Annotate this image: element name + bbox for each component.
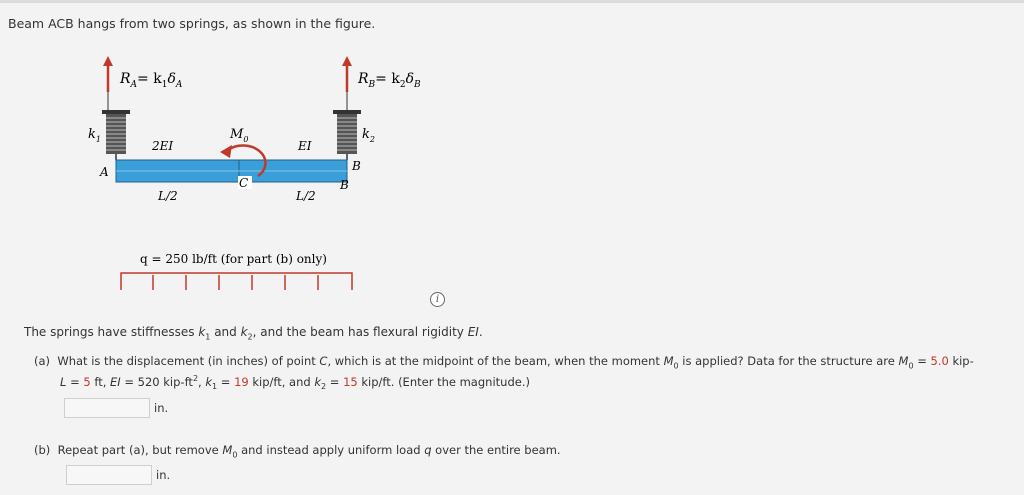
rigidity-right-label: EI (298, 139, 312, 153)
beam-figure (0, 40, 470, 290)
point-c-label: C (239, 176, 249, 190)
spring-k1 (102, 110, 130, 160)
reaction-arrow-b (342, 56, 352, 110)
rigidity-left-label: 2EI (152, 139, 174, 153)
length-right-label: L/2 (296, 189, 316, 203)
l-value: 5 (83, 374, 91, 389)
k1-value: 19 (234, 374, 249, 389)
part-a-label: (a) (34, 354, 51, 368)
k1-label: $k_1$ (88, 127, 101, 144)
part-b-answer-row (66, 465, 170, 485)
part-a-answer-input[interactable] (64, 398, 150, 418)
point-b-label-bottom: B (340, 178, 349, 192)
distributed-load (121, 273, 352, 290)
rb-label: $R_B= k_2\delta_B$ (358, 71, 421, 90)
intro-text: Beam ACB hangs from two springs, as shown in the figure. (8, 16, 376, 31)
spring-k2 (333, 110, 361, 160)
part-a-unit: in. (154, 401, 169, 415)
part-a-question-line1: (a) What is the displacement (in inches) of point C, which is at the midpoint of the beam, when the moment $M_0$ is applied? Data for the structure are $M_0 = 5.0$ kip- (34, 354, 974, 371)
load-arrows (149, 275, 322, 290)
point-a-label: A (100, 165, 109, 179)
k2-label: $k_2$ (362, 127, 375, 144)
top-divider (0, 0, 1024, 3)
m0-value: 5.0 (930, 354, 949, 368)
ra-label: $R_A= k_1\delta_A$ (120, 71, 183, 90)
part-a-question-line2: L = 5 ft, EI = 520 kip-$ft^2$, $k_1 = 19$ kip/ft, and $k_2 = 15$ kip/ft. (Enter the magnitude.) (60, 374, 530, 392)
part-b-unit: in. (156, 468, 171, 482)
part-a-answer-row (64, 398, 168, 418)
point-b-label-top: B (352, 159, 361, 173)
part-b-label: (b) (34, 443, 51, 457)
reaction-arrow-a (103, 56, 113, 110)
info-icon[interactable]: i (430, 292, 445, 307)
stiffness-statement: The springs have stiffnesses $k_1$ and $k_2$, and the beam has flexural rigidity EI. (24, 325, 483, 342)
length-left-label: L/2 (158, 189, 178, 203)
distributed-load-label: q = 250 lb/ft (for part (b) only) (140, 252, 327, 266)
part-b-question: (b) Repeat part (a), but remove $M_0$ and instead apply uniform load q over the entire beam. (34, 443, 561, 460)
problem-intro (8, 16, 375, 31)
moment-label: $M_0$ (230, 127, 249, 144)
k2-value: 15 (343, 374, 358, 389)
part-b-answer-input[interactable] (66, 465, 152, 485)
